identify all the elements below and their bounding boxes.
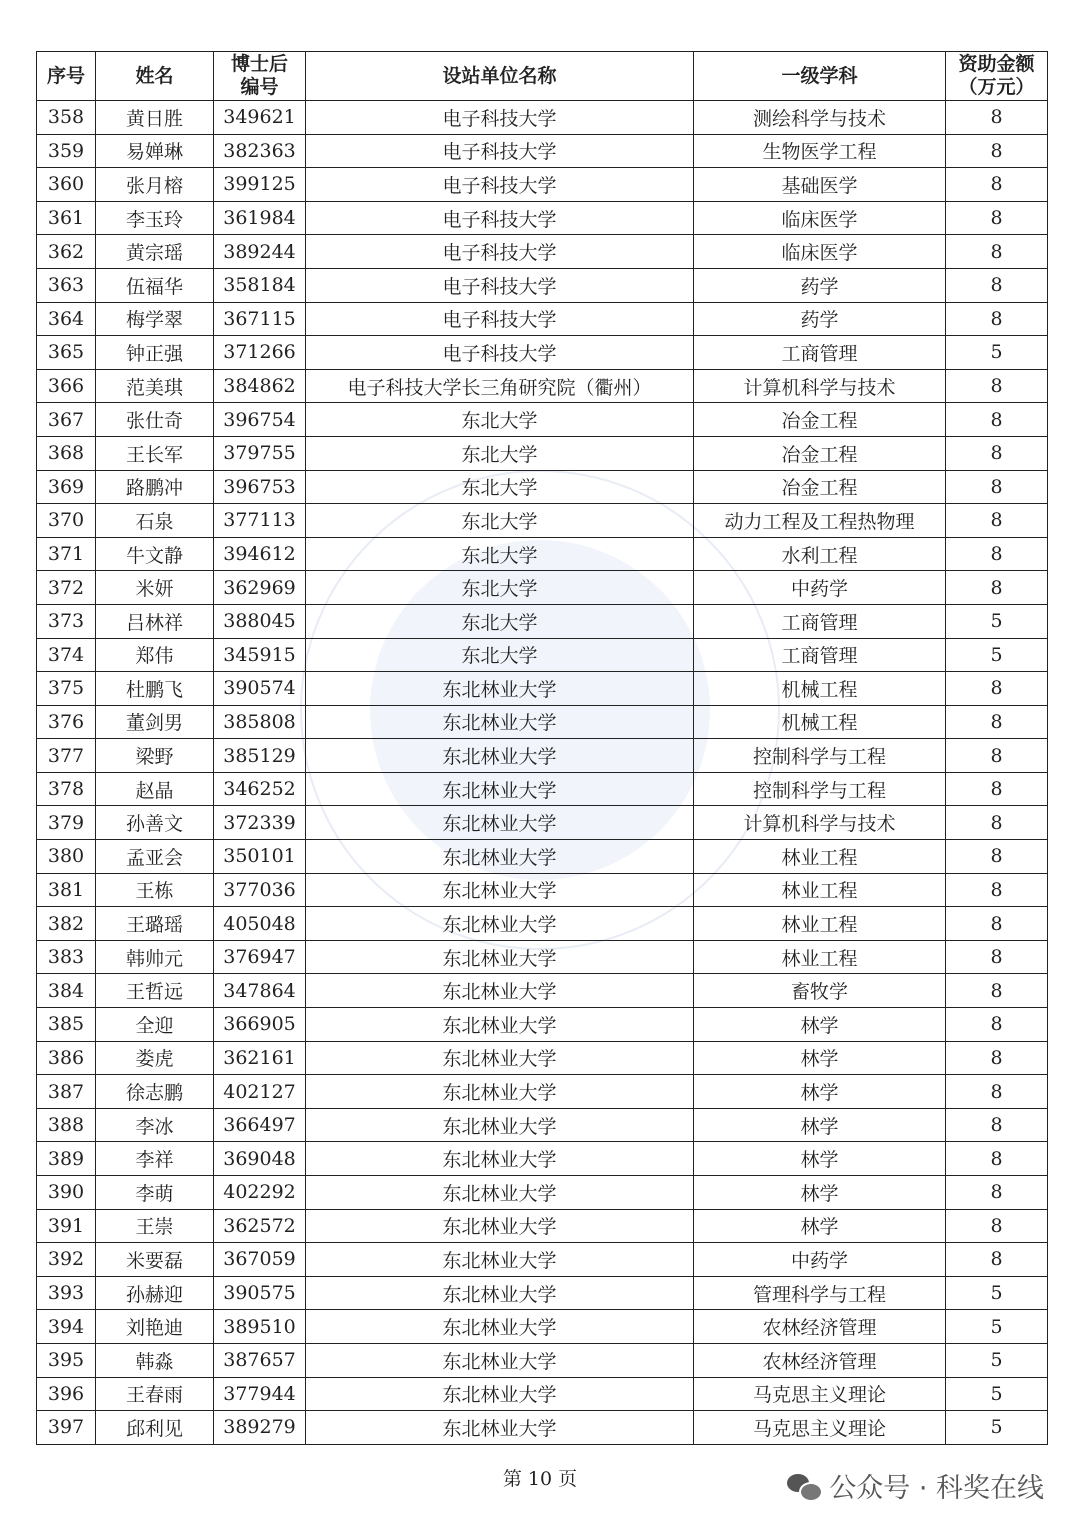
cell-seq: 381 [37,873,96,907]
cell-unit: 电子科技大学 [306,268,694,302]
cell-postdoc-id: 390575 [214,1276,306,1310]
header-postdoc-id [214,52,306,101]
cell-name: 石泉 [96,504,214,538]
cell-discipline: 工商管理 [694,336,946,370]
cell-name: 牛文静 [96,537,214,571]
cell-discipline: 畜牧学 [694,974,946,1008]
cell-unit: 电子科技大学 [306,134,694,168]
cell-seq: 395 [37,1343,96,1377]
cell-postdoc-id: 347864 [214,974,306,1008]
cell-discipline: 中药学 [694,1243,946,1277]
cell-seq: 382 [37,907,96,941]
cell-discipline: 水利工程 [694,537,946,571]
cell-name: 娄虎 [96,1041,214,1075]
table-row [37,739,1048,773]
cell-name: 赵晶 [96,772,214,806]
cell-postdoc-id: 396753 [214,470,306,504]
cell-unit: 东北大学 [306,638,694,672]
cell-seq: 365 [37,336,96,370]
cell-postdoc-id: 385129 [214,739,306,773]
cell-name: 王璐瑶 [96,907,214,941]
cell-unit: 东北林业大学 [306,840,694,874]
table-row [37,302,1048,336]
cell-discipline: 林学 [694,1209,946,1243]
cell-amount: 5 [946,1310,1048,1344]
cell-amount: 8 [946,470,1048,504]
cell-postdoc-id: 389510 [214,1310,306,1344]
cell-name: 孟亚会 [96,840,214,874]
cell-amount: 8 [946,302,1048,336]
cell-seq: 390 [37,1176,96,1210]
table-row [37,201,1048,235]
cell-amount: 5 [946,336,1048,370]
cell-seq: 379 [37,806,96,840]
cell-discipline: 药学 [694,302,946,336]
table-row [37,369,1048,403]
cell-postdoc-id: 405048 [214,907,306,941]
cell-name: 李冰 [96,1108,214,1142]
cell-seq: 369 [37,470,96,504]
cell-unit: 东北林业大学 [306,1176,694,1210]
cell-amount: 8 [946,403,1048,437]
cell-postdoc-id: 345915 [214,638,306,672]
header-amount [946,52,1048,101]
table-row [37,907,1048,941]
cell-postdoc-id: 377036 [214,873,306,907]
table-row [37,1343,1048,1377]
cell-discipline: 林学 [694,1075,946,1109]
cell-seq: 364 [37,302,96,336]
cell-discipline: 林学 [694,1176,946,1210]
cell-postdoc-id: 361984 [214,201,306,235]
cell-discipline: 马克思主义理论 [694,1377,946,1411]
cell-unit: 东北林业大学 [306,940,694,974]
cell-unit: 电子科技大学 [306,302,694,336]
cell-amount: 8 [946,436,1048,470]
table-row [37,1209,1048,1243]
cell-unit: 东北林业大学 [306,907,694,941]
cell-seq: 397 [37,1411,96,1445]
table-row [37,537,1048,571]
table-row [37,974,1048,1008]
cell-postdoc-id: 377113 [214,504,306,538]
cell-postdoc-id: 366905 [214,1008,306,1042]
cell-name: 邱利见 [96,1411,214,1445]
cell-seq: 392 [37,1243,96,1277]
cell-amount: 8 [946,940,1048,974]
cell-postdoc-id: 369048 [214,1142,306,1176]
table-row [37,806,1048,840]
cell-unit: 电子科技大学 [306,201,694,235]
cell-discipline: 测绘科学与技术 [694,101,946,135]
table-row [37,168,1048,202]
cell-seq: 377 [37,739,96,773]
cell-unit: 东北林业大学 [306,705,694,739]
cell-discipline: 工商管理 [694,638,946,672]
cell-discipline: 基础医学 [694,168,946,202]
cell-seq: 371 [37,537,96,571]
cell-postdoc-id: 367059 [214,1243,306,1277]
cell-discipline: 临床医学 [694,235,946,269]
cell-postdoc-id: 390574 [214,672,306,706]
cell-unit: 东北大学 [306,403,694,437]
table-row [37,403,1048,437]
cell-name: 杜鹏飞 [96,672,214,706]
cell-postdoc-id: 367115 [214,302,306,336]
cell-discipline: 机械工程 [694,705,946,739]
cell-unit: 东北林业大学 [306,1041,694,1075]
cell-postdoc-id: 402127 [214,1075,306,1109]
cell-name: 全迎 [96,1008,214,1042]
cell-postdoc-id: 362572 [214,1209,306,1243]
cell-name: 李萌 [96,1176,214,1210]
cell-unit: 东北林业大学 [306,1377,694,1411]
cell-name: 王栋 [96,873,214,907]
cell-amount: 8 [946,705,1048,739]
table-row [37,1276,1048,1310]
cell-amount: 8 [946,840,1048,874]
cell-seq: 393 [37,1276,96,1310]
cell-seq: 383 [37,940,96,974]
wechat-label: 公众号 · 科奖在线 [829,1473,1044,1504]
cell-seq: 361 [37,201,96,235]
cell-name: 张仕奇 [96,403,214,437]
cell-postdoc-id: 385808 [214,705,306,739]
cell-amount: 8 [946,201,1048,235]
table-row [37,1142,1048,1176]
table-row [37,1176,1048,1210]
cell-discipline: 林业工程 [694,940,946,974]
cell-unit: 东北林业大学 [306,806,694,840]
cell-discipline: 计算机科学与技术 [694,369,946,403]
cell-name: 范美琪 [96,369,214,403]
cell-unit: 东北林业大学 [306,672,694,706]
cell-postdoc-id: 358184 [214,268,306,302]
table-row [37,672,1048,706]
cell-name: 王长军 [96,436,214,470]
cell-name: 吕林祥 [96,604,214,638]
cell-name: 钟正强 [96,336,214,370]
cell-name: 孙善文 [96,806,214,840]
table-row [37,940,1048,974]
cell-seq: 373 [37,604,96,638]
table-body [37,101,1048,1445]
cell-amount: 8 [946,101,1048,135]
cell-seq: 391 [37,1209,96,1243]
cell-name: 王春雨 [96,1377,214,1411]
cell-discipline: 冶金工程 [694,470,946,504]
cell-seq: 366 [37,369,96,403]
cell-unit: 东北林业大学 [306,1209,694,1243]
cell-unit: 东北大学 [306,571,694,605]
cell-seq: 396 [37,1377,96,1411]
cell-unit: 东北林业大学 [306,974,694,1008]
cell-name: 黄日胜 [96,101,214,135]
cell-discipline: 控制科学与工程 [694,739,946,773]
cell-discipline: 林业工程 [694,907,946,941]
cell-postdoc-id: 388045 [214,604,306,638]
cell-amount: 8 [946,369,1048,403]
cell-seq: 360 [37,168,96,202]
cell-name: 梁野 [96,739,214,773]
cell-amount: 8 [946,739,1048,773]
cell-discipline: 工商管理 [694,604,946,638]
cell-amount: 8 [946,235,1048,269]
wechat-icon [787,1472,821,1500]
cell-seq: 378 [37,772,96,806]
cell-seq: 376 [37,705,96,739]
cell-amount: 8 [946,537,1048,571]
cell-amount: 8 [946,907,1048,941]
cell-name: 李祥 [96,1142,214,1176]
cell-discipline: 林业工程 [694,840,946,874]
cell-amount: 5 [946,1276,1048,1310]
cell-amount: 5 [946,1343,1048,1377]
cell-name: 梅学翠 [96,302,214,336]
cell-name: 米要磊 [96,1243,214,1277]
cell-discipline: 临床医学 [694,201,946,235]
cell-unit: 东北林业大学 [306,1276,694,1310]
cell-seq: 363 [37,268,96,302]
cell-postdoc-id: 376947 [214,940,306,974]
cell-seq: 386 [37,1041,96,1075]
cell-postdoc-id: 346252 [214,772,306,806]
cell-unit: 东北林业大学 [306,873,694,907]
cell-discipline: 马克思主义理论 [694,1411,946,1445]
header-seq: 序号 [37,52,96,101]
cell-seq: 367 [37,403,96,437]
cell-unit: 东北林业大学 [306,1142,694,1176]
table-row [37,470,1048,504]
cell-name: 张月榕 [96,168,214,202]
cell-postdoc-id: 379755 [214,436,306,470]
cell-name: 易婵琳 [96,134,214,168]
table-header-row [37,52,1048,101]
cell-seq: 388 [37,1108,96,1142]
cell-seq: 387 [37,1075,96,1109]
header-amount-line1: 资助金额 [958,53,1035,75]
cell-unit: 东北林业大学 [306,772,694,806]
cell-postdoc-id: 389279 [214,1411,306,1445]
cell-amount: 8 [946,1041,1048,1075]
table-row [37,705,1048,739]
cell-unit: 东北林业大学 [306,1008,694,1042]
cell-amount: 8 [946,772,1048,806]
table-row [37,336,1048,370]
cell-unit: 东北林业大学 [306,739,694,773]
table-row [37,235,1048,269]
cell-name: 孙赫迎 [96,1276,214,1310]
cell-postdoc-id: 371266 [214,336,306,370]
table-row [37,873,1048,907]
cell-discipline: 机械工程 [694,672,946,706]
cell-discipline: 林学 [694,1142,946,1176]
cell-name: 韩淼 [96,1343,214,1377]
cell-amount: 8 [946,873,1048,907]
cell-amount: 8 [946,268,1048,302]
cell-unit: 东北林业大学 [306,1310,694,1344]
header-postdoc-line2: 编号 [240,76,279,98]
cell-amount: 5 [946,604,1048,638]
table-row [37,504,1048,538]
cell-discipline: 中药学 [694,571,946,605]
cell-seq: 389 [37,1142,96,1176]
cell-name: 郑伟 [96,638,214,672]
table-row [37,1008,1048,1042]
cell-discipline: 动力工程及工程热物理 [694,504,946,538]
cell-unit: 电子科技大学 [306,336,694,370]
table-row [37,1075,1048,1109]
table-row [37,268,1048,302]
cell-seq: 368 [37,436,96,470]
cell-discipline: 冶金工程 [694,403,946,437]
funding-table [36,51,1048,1445]
cell-unit: 东北林业大学 [306,1075,694,1109]
cell-seq: 380 [37,840,96,874]
cell-name: 路鹏冲 [96,470,214,504]
cell-seq: 374 [37,638,96,672]
cell-amount: 8 [946,1075,1048,1109]
cell-amount: 8 [946,134,1048,168]
table-row [37,840,1048,874]
cell-seq: 394 [37,1310,96,1344]
cell-discipline: 生物医学工程 [694,134,946,168]
cell-amount: 8 [946,1209,1048,1243]
wechat-watermark [787,1466,1044,1505]
cell-postdoc-id: 382363 [214,134,306,168]
cell-postdoc-id: 387657 [214,1343,306,1377]
cell-amount: 8 [946,974,1048,1008]
cell-discipline: 管理科学与工程 [694,1276,946,1310]
cell-postdoc-id: 389244 [214,235,306,269]
header-name: 姓名 [96,52,214,101]
header-discipline: 一级学科 [694,52,946,101]
cell-unit: 东北大学 [306,604,694,638]
cell-seq: 375 [37,672,96,706]
header-postdoc-line1: 博士后 [230,53,288,75]
page-number: 第 10 页 [502,1468,578,1490]
cell-discipline: 农林经济管理 [694,1343,946,1377]
cell-amount: 8 [946,168,1048,202]
cell-unit: 东北林业大学 [306,1243,694,1277]
cell-postdoc-id: 366497 [214,1108,306,1142]
cell-name: 李玉玲 [96,201,214,235]
cell-amount: 8 [946,571,1048,605]
cell-amount: 5 [946,1377,1048,1411]
cell-discipline: 林学 [694,1041,946,1075]
cell-amount: 5 [946,1411,1048,1445]
cell-seq: 359 [37,134,96,168]
cell-postdoc-id: 394612 [214,537,306,571]
cell-discipline: 林业工程 [694,873,946,907]
table-row [37,1243,1048,1277]
cell-unit: 电子科技大学 [306,235,694,269]
cell-unit: 东北大学 [306,470,694,504]
cell-postdoc-id: 377944 [214,1377,306,1411]
cell-discipline: 农林经济管理 [694,1310,946,1344]
cell-name: 刘艳迪 [96,1310,214,1344]
table-row [37,1377,1048,1411]
cell-amount: 8 [946,1008,1048,1042]
cell-unit: 电子科技大学 [306,168,694,202]
cell-unit: 东北林业大学 [306,1411,694,1445]
cell-postdoc-id: 362969 [214,571,306,605]
table-row [37,101,1048,135]
cell-discipline: 控制科学与工程 [694,772,946,806]
cell-amount: 5 [946,638,1048,672]
cell-amount: 8 [946,504,1048,538]
cell-seq: 358 [37,101,96,135]
cell-postdoc-id: 402292 [214,1176,306,1210]
cell-discipline: 林学 [694,1108,946,1142]
cell-discipline: 计算机科学与技术 [694,806,946,840]
cell-unit: 东北林业大学 [306,1343,694,1377]
cell-name: 黄宗瑶 [96,235,214,269]
table-row [37,436,1048,470]
cell-postdoc-id: 399125 [214,168,306,202]
cell-seq: 385 [37,1008,96,1042]
table-row [37,571,1048,605]
cell-amount: 8 [946,1176,1048,1210]
table-row [37,604,1048,638]
cell-postdoc-id: 349621 [214,101,306,135]
cell-postdoc-id: 350101 [214,840,306,874]
cell-postdoc-id: 362161 [214,1041,306,1075]
table-row [37,1310,1048,1344]
header-amount-line2: （万元） [958,76,1035,98]
cell-amount: 8 [946,1108,1048,1142]
table-row [37,1108,1048,1142]
cell-unit: 东北大学 [306,436,694,470]
cell-name: 王哲远 [96,974,214,1008]
table-row [37,1041,1048,1075]
cell-name: 王崇 [96,1209,214,1243]
cell-amount: 8 [946,806,1048,840]
table-row [37,134,1048,168]
cell-unit: 电子科技大学 [306,101,694,135]
cell-postdoc-id: 384862 [214,369,306,403]
cell-postdoc-id: 372339 [214,806,306,840]
table-row [37,638,1048,672]
cell-unit: 东北大学 [306,537,694,571]
cell-unit: 电子科技大学长三角研究院（衢州） [306,369,694,403]
cell-seq: 384 [37,974,96,1008]
cell-unit: 东北大学 [306,504,694,538]
cell-seq: 372 [37,571,96,605]
cell-amount: 8 [946,672,1048,706]
header-unit: 设站单位名称 [306,52,694,101]
cell-unit: 东北林业大学 [306,1108,694,1142]
cell-amount: 8 [946,1243,1048,1277]
cell-name: 董剑男 [96,705,214,739]
cell-discipline: 药学 [694,268,946,302]
cell-name: 徐志鹏 [96,1075,214,1109]
cell-postdoc-id: 396754 [214,403,306,437]
table-row [37,1411,1048,1445]
cell-amount: 8 [946,1142,1048,1176]
cell-name: 米妍 [96,571,214,605]
cell-seq: 362 [37,235,96,269]
cell-discipline: 冶金工程 [694,436,946,470]
cell-name: 伍福华 [96,268,214,302]
table-row [37,772,1048,806]
cell-discipline: 林学 [694,1008,946,1042]
cell-seq: 370 [37,504,96,538]
cell-name: 韩帅元 [96,940,214,974]
